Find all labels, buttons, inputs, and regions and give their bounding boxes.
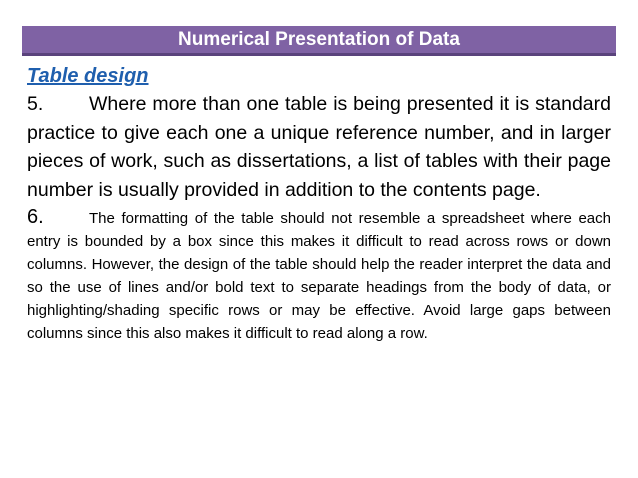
slide-title-bar [22,26,616,56]
paragraph-text: The formatting of the table should not resemble a spreadsheet where each entry is bounded by a box since this makes it difficult to read across rows or down columns. However, the design of the table should help the reader interpret the data and so the use of lines and/or bold text to separate headings from the body of data, or highlighting/shading specific rows or may be effective. Avoid large gaps between columns since this also makes it difficult to read along a row. [27,210,611,342]
slide-title: Numerical Presentation of Data [178,28,460,50]
paragraph-number: 5. [27,93,44,115]
slide-content [27,62,611,345]
paragraph-6 [27,206,611,345]
section-heading: Table design [27,65,149,87]
paragraph-number: 6. [27,206,44,228]
paragraph-text: Where more than one table is being presented it is standard practice to give each one a unique reference number, and in larger pieces of work, such as dissertations, a list of tables with their page number is usually provided in addition to the contents page. [27,93,611,201]
paragraph-5 [27,90,611,204]
